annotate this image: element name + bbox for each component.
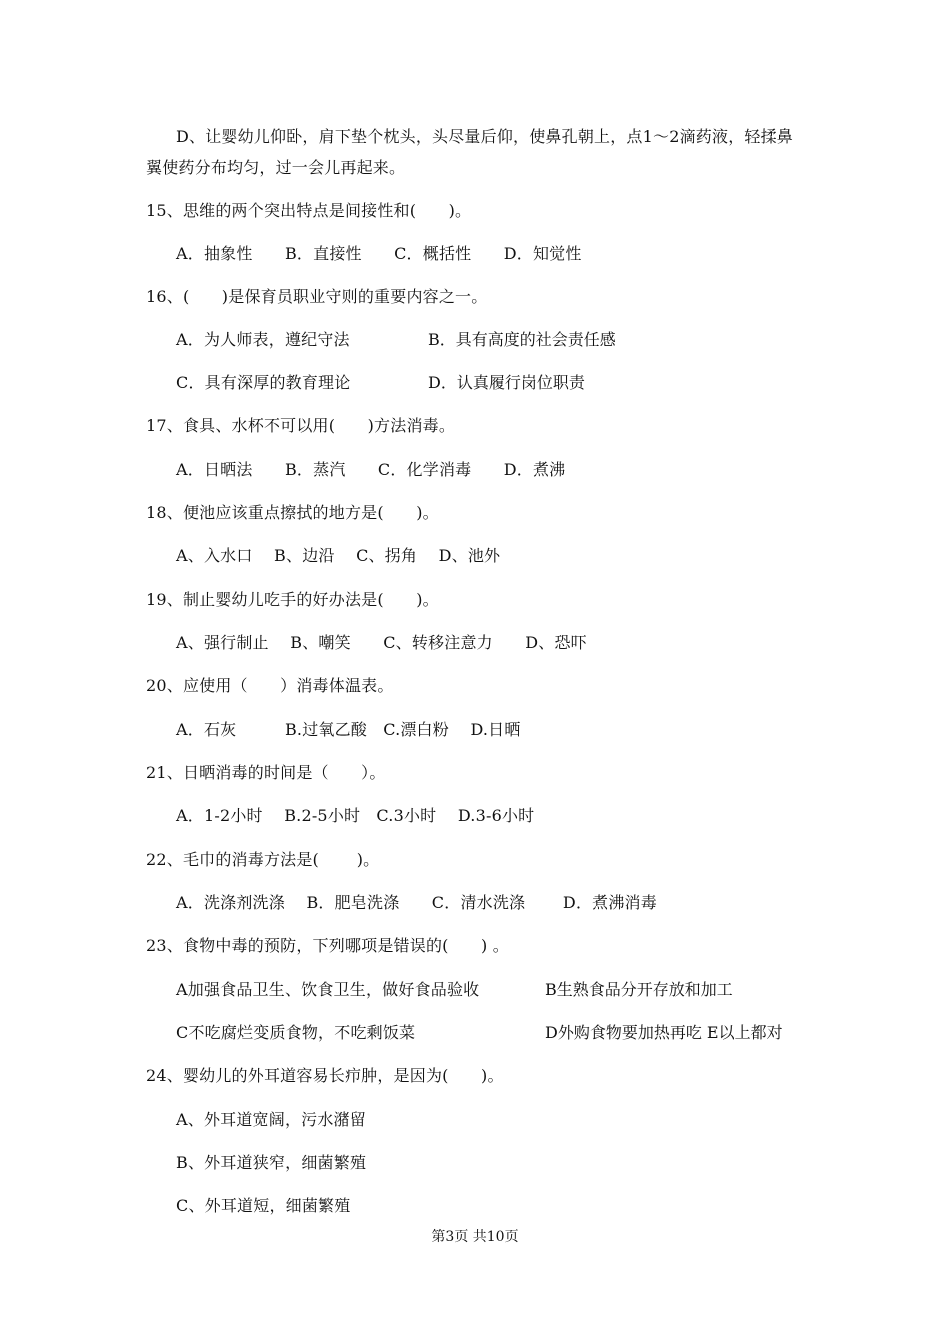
question-16-option-d: D．认真履行岗位职责 bbox=[428, 373, 585, 392]
question-18-options: A、入水口 B、边沿 C、拐角 D、池外 bbox=[176, 546, 501, 565]
question-20-options: A．石灰 B.过氧乙酸 C.漂白粉 D.日晒 bbox=[176, 720, 521, 739]
answer-option-d-line2: 翼使药分布均匀，过一会儿再起来。 bbox=[146, 158, 406, 177]
question-21: 21、日晒消毒的时间是（ ）。 bbox=[146, 763, 386, 782]
question-24-option-c: C、外耳道短，细菌繁殖 bbox=[176, 1196, 351, 1215]
question-22-options: A．洗涤剂洗涤 B．肥皂洗涤 C．清水洗涤 D．煮沸消毒 bbox=[176, 893, 657, 912]
question-16-option-b: B．具有高度的社会责任感 bbox=[428, 330, 616, 349]
question-24-option-a: A、外耳道宽阔，污水潴留 bbox=[176, 1110, 366, 1129]
question-23-option-c: C不吃腐烂变质食物，不吃剩饭菜 bbox=[176, 1023, 416, 1042]
question-23-option-a: A加强食品卫生、饮食卫生，做好食品验收 bbox=[176, 980, 480, 999]
question-16-option-c: C．具有深厚的教育理论 bbox=[176, 373, 351, 392]
question-15-options: A．抽象性 B．直接性 C．概括性 D．知觉性 bbox=[176, 244, 582, 263]
question-21-options: A．1-2小时 B.2-5小时 C.3小时 D.3-6小时 bbox=[176, 806, 535, 825]
question-19-options: A、强行制止 B、嘲笑 C、转移注意力 D、恐吓 bbox=[176, 633, 587, 652]
answer-option-d-line1: D、让婴幼儿仰卧，肩下垫个枕头，头尽量后仰，使鼻孔朝上，点1～2滴药液，轻揉鼻 bbox=[176, 127, 793, 146]
question-24-option-b: B、外耳道狭窄，细菌繁殖 bbox=[176, 1153, 367, 1172]
question-24: 24、婴幼儿的外耳道容易长疖肿，是因为( )。 bbox=[146, 1066, 504, 1085]
question-16: 16、( )是保育员职业守则的重要内容之一。 bbox=[146, 287, 488, 306]
question-17: 17、食具、水杯不可以用( )方法消毒。 bbox=[146, 416, 456, 435]
question-18: 18、便池应该重点擦拭的地方是( )。 bbox=[146, 503, 439, 522]
page-number-footer: 第3页 共10页 bbox=[431, 1229, 519, 1245]
question-16-option-a: A．为人师表，遵纪守法 bbox=[176, 330, 350, 349]
question-15: 15、思维的两个突出特点是间接性和( )。 bbox=[146, 201, 472, 220]
question-20: 20、应使用（ ）消毒体温表。 bbox=[146, 676, 394, 695]
question-23-option-b: B生熟食品分开存放和加工 bbox=[545, 980, 733, 999]
question-23: 23、食物中毒的预防，下列哪项是错误的( ) 。 bbox=[146, 936, 509, 955]
question-23-option-d: D外购食物要加热再吃 E以上都对 bbox=[545, 1023, 783, 1042]
question-19: 19、制止婴幼儿吃手的好办法是( )。 bbox=[146, 590, 439, 609]
question-22: 22、毛巾的消毒方法是( )。 bbox=[146, 850, 380, 869]
question-17-options: A．日晒法 B．蒸汽 C．化学消毒 D．煮沸 bbox=[176, 460, 566, 479]
